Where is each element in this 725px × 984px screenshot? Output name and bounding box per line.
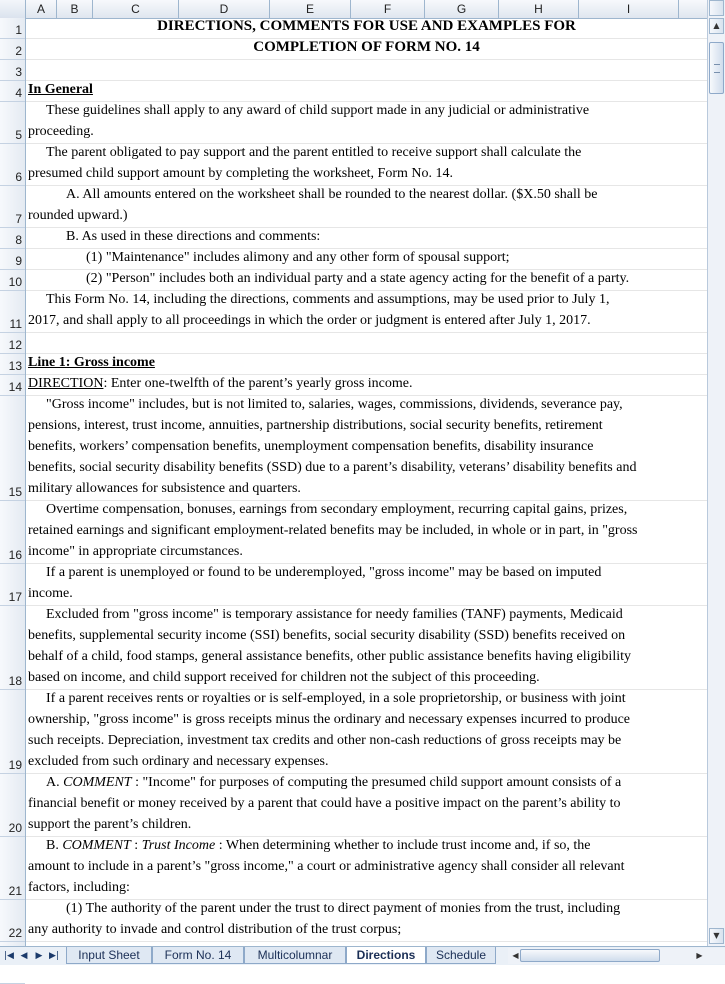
paragraph-text: These guidelines shall apply to any award of child support made in any judicial or administrative proceeding. xyxy=(28,103,590,139)
horizontal-scrollbar[interactable] xyxy=(508,948,725,964)
vertical-scroll-thumb[interactable] xyxy=(709,42,724,94)
prev-sheet-icon[interactable]: ◀ xyxy=(20,951,28,961)
col-header-h[interactable]: H xyxy=(499,0,579,18)
paragraph-text: Excluded from "gross income" is temporary assistance for needy families (TANF) payments, Medicaid benefits, supplemental security income (SSI) benefits, social security disability (SSD) benefits received on behalf of a child, food stamps, general assistance benefits, other public assistance benefits having eligibility based on income, and child support received for children not the subject of this proceeding. xyxy=(28,607,631,685)
cell-row-6[interactable] xyxy=(26,144,707,186)
vertical-scrollbar[interactable] xyxy=(707,0,725,946)
select-all-corner[interactable] xyxy=(0,0,26,18)
scroll-down-icon[interactable]: ▼ xyxy=(709,928,724,944)
row-header[interactable]: 20 xyxy=(0,774,25,837)
row-header[interactable]: 17 xyxy=(0,564,25,606)
paragraph-text: A. All amounts entered on the worksheet shall be rounded to the nearest dollar. ($X.50 shall be rounded upward.) xyxy=(28,187,598,223)
tab-input-sheet[interactable]: Input Sheet xyxy=(66,947,152,964)
paragraph-text: Overtime compensation, bonuses, earnings from secondary employment, recurring capital gains, prizes, retained earnings and significant employment-related benefits may be included, in whole or in part, in "gross income" in appropriate circumstances. xyxy=(28,502,638,559)
row-header[interactable]: 2 xyxy=(0,39,25,60)
row-header[interactable]: 8 xyxy=(0,228,25,249)
cell-row-20[interactable] xyxy=(26,774,707,837)
next-sheet-icon[interactable]: ▶ xyxy=(35,951,43,961)
cell-row-3[interactable] xyxy=(26,60,707,81)
comment-text: B. COMMENT : Trust Income : When determining whether to include trust income and, if so, the amount to include in a parent’s "gross income," a court or administrative agency shall consider all relevant factors, including: xyxy=(28,838,625,895)
row-header[interactable]: 5 xyxy=(0,102,25,144)
cell-row-12[interactable] xyxy=(26,333,707,354)
row-header[interactable]: 11 xyxy=(0,291,25,333)
sheet-title-line-2: COMPLETION OF FORM NO. 14 xyxy=(253,39,480,55)
paragraph-text: (1) "Maintenance" includes alimony and any other form of spousal support; xyxy=(86,250,510,265)
paragraph-text: If a parent is unemployed or found to be underemployed, "gross income" may be based on imputed income. xyxy=(28,565,602,601)
row-header[interactable]: 19 xyxy=(0,690,25,774)
paragraph-text: (2) "Person" includes both an individual party and a state agency acting for the benefit of a party. xyxy=(86,271,630,286)
row-header[interactable]: 18 xyxy=(0,606,25,690)
cell-row-8[interactable] xyxy=(26,228,707,249)
cell-row-10[interactable] xyxy=(26,270,707,291)
scroll-up-icon[interactable]: ▲ xyxy=(709,18,724,34)
row-header[interactable]: 22 xyxy=(0,900,25,942)
row-header[interactable]: 15 xyxy=(0,396,25,501)
cell-row-11[interactable] xyxy=(26,291,707,333)
col-header-e[interactable]: E xyxy=(270,0,351,18)
row-header[interactable]: 21 xyxy=(0,837,25,900)
cell-row-9[interactable] xyxy=(26,249,707,270)
cell-row-19[interactable] xyxy=(26,690,707,774)
row-header[interactable]: 4 xyxy=(0,81,25,102)
col-header-g[interactable]: G xyxy=(425,0,499,18)
horizontal-scroll-thumb[interactable] xyxy=(520,949,660,962)
section-heading-line-1: Line 1: Gross income xyxy=(28,355,155,370)
comment-text: A. COMMENT : "Income" for purposes of computing the presumed child support amount consists of a financial benefit or money received by a parent that could have a positive impact on the parent’s ability to support the parent’s children. xyxy=(28,775,622,832)
cell-row-13[interactable] xyxy=(26,354,707,375)
cell-row-2[interactable] xyxy=(26,39,707,60)
col-header-b[interactable]: B xyxy=(57,0,93,18)
worksheet-grid[interactable] xyxy=(26,18,707,946)
col-header-a[interactable]: A xyxy=(26,0,57,18)
direction-text: DIRECTION: Enter one-twelfth of the parent’s yearly gross income. xyxy=(28,376,413,391)
section-heading-general: In General xyxy=(28,82,93,97)
cell-row-4[interactable] xyxy=(26,81,707,102)
paragraph-text: B. As used in these directions and comments: xyxy=(66,229,321,244)
cell-row-15[interactable] xyxy=(26,396,707,501)
first-sheet-icon[interactable]: |◀ xyxy=(4,951,14,961)
col-header-d[interactable]: D xyxy=(179,0,270,18)
row-header[interactable]: 16 xyxy=(0,501,25,564)
cell-row-17[interactable] xyxy=(26,564,707,606)
row-header[interactable]: 3 xyxy=(0,60,25,81)
row-header[interactable]: 13 xyxy=(0,354,25,375)
scroll-left-icon[interactable]: ◀ xyxy=(512,951,519,960)
scroll-right-icon[interactable]: ▶ xyxy=(696,951,703,960)
col-header-f[interactable]: F xyxy=(351,0,425,18)
paragraph-text: If a parent receives rents or royalties or is self-employed, in a sole proprietorship, or business with joint ownership, "gross income" is gross receipts minus the ordinary and necessary expenses incurred to produce such receipts. Depreciation, investment tax credits and other non-cash reductions of gross receipts may be excluded from such ordinary and necessary expenses. xyxy=(28,691,630,769)
paragraph-text: (1) The authority of the parent under the trust to direct payment of monies from the trust, including any authority to invade and control distribution of the trust corpus; xyxy=(28,901,621,937)
row-header[interactable]: 1 xyxy=(0,18,25,39)
column-header-bar xyxy=(0,0,707,19)
cell-row-21[interactable] xyxy=(26,837,707,900)
sheet-tab-bar xyxy=(0,946,725,965)
cell-row-18[interactable] xyxy=(26,606,707,690)
row-header[interactable]: 12 xyxy=(0,333,25,354)
tab-form-no-14[interactable]: Form No. 14 xyxy=(152,947,244,964)
row-header[interactable]: 6 xyxy=(0,144,25,186)
paragraph-text: The parent obligated to pay support and the parent entitled to receive support shall calculate the presumed child support amount by completing the worksheet, Form No. 14. xyxy=(28,145,582,181)
split-box[interactable] xyxy=(709,0,724,16)
tab-directions[interactable]: Directions xyxy=(346,947,426,964)
row-header[interactable]: 14 xyxy=(0,375,25,396)
row-header[interactable]: 9 xyxy=(0,249,25,270)
col-header-c[interactable]: C xyxy=(93,0,179,18)
cell-row-14[interactable] xyxy=(26,375,707,396)
col-header-i[interactable]: I xyxy=(579,0,679,18)
tab-schedule[interactable]: Schedule xyxy=(426,947,496,964)
cell-row-1[interactable] xyxy=(26,18,707,39)
cell-row-16[interactable] xyxy=(26,501,707,564)
row-header[interactable]: 10 xyxy=(0,270,25,291)
cell-row-22[interactable] xyxy=(26,900,707,942)
cell-row-7[interactable] xyxy=(26,186,707,228)
paragraph-text: "Gross income" includes, but is not limited to, salaries, wages, commissions, dividends, severance pay, pensions, interest, trust income, annuities, partnership distributions, social security benefits, retirement benefits, workers’ compensation benefits, unemployment compensation benefits, disability insurance benefits, social security disability benefits (SSD) due to a parent’s disability, veterans’ disability benefits and military allowances for subsistence and quarters. xyxy=(28,397,637,496)
paragraph-text: This Form No. 14, including the directions, comments and assumptions, may be used prior to July 1, 2017, and shall apply to all proceedings in which the order or judgment is entered after July 1, 2017. xyxy=(28,292,610,328)
tab-multicolumnar[interactable]: Multicolumnar xyxy=(244,947,346,964)
row-header[interactable]: 7 xyxy=(0,186,25,228)
cell-row-5[interactable] xyxy=(26,102,707,144)
sheet-title-line-1: DIRECTIONS, COMMENTS FOR USE AND EXAMPLES FOR xyxy=(157,18,576,34)
row-header-bar xyxy=(0,18,26,946)
last-sheet-icon[interactable]: ▶| xyxy=(49,951,59,961)
